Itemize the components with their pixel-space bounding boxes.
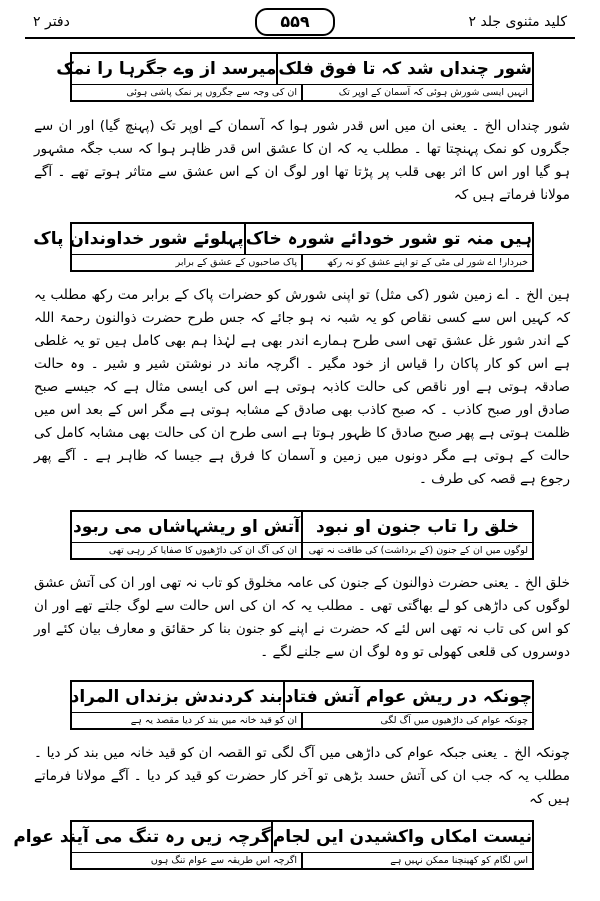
page-number: ۵۵۹ xyxy=(255,8,335,36)
verse-3-trans-right: لوگوں میں ان کے جنون (کے برداشت) کی طاقت نہ تھی xyxy=(308,545,528,556)
page-header xyxy=(25,8,575,38)
volume-label: دفتر ۲ xyxy=(33,14,70,30)
paragraph-3-text: خلق الخ ۔ یعنی حضرت ذوالنون کے جنون کی عامہ مخلوق کو تاب نہ تھی اور ان کی آتش عشق لوگوں کی داڑھی کو لے بھاگتی تھی ۔ مطلب یہ کہ ان کی اس حالت سے لوگ جلتے تھے اور ان کو اس کی تاب نہ تھی اس لئے کہ حضرت نے اپنے کو جنون بنا کر حقائق و معارف بیان کئے اور دوسروں کی قلعی کھولی تو وہ لوگ ان سے جلنے لگے ۔ xyxy=(34,575,570,660)
verse-1-left: میرسد از وے جگرہا را نمک xyxy=(56,54,278,84)
verse-5-right: نیست امکاں واکشیدن ایں لجام xyxy=(272,827,532,847)
verse-box-2 xyxy=(33,222,534,272)
verse-2-trans-left: پاک صاحبوں کے عشق کے برابر xyxy=(72,255,303,270)
paragraph-2 xyxy=(34,284,570,491)
verse-box-5 xyxy=(13,820,534,870)
verse-4-trans-left: ان کو قید خانہ میں بند کر دیا مقصد یہ ہے xyxy=(72,713,303,728)
verse-box-4 xyxy=(70,680,534,730)
verse-5-trans-left: اگرچہ اس طریقہ سے عوام تنگ ہوں xyxy=(72,853,303,868)
paragraph-3 xyxy=(34,572,570,664)
paragraph-1 xyxy=(34,115,570,207)
verse-5-left: گرچہ زیں رہ تنگ می آیند عوام xyxy=(13,822,272,852)
verse-box-3 xyxy=(70,510,534,560)
book-title: کلید مثنوی جلد ۲ xyxy=(468,14,567,30)
verse-3-trans-left: ان کی آگ ان کی داڑھیوں کا صفایا کر رہی تھی xyxy=(72,543,303,558)
verse-5-trans-right: اس لگام کو کھینچنا ممکن نہیں ہے xyxy=(390,855,528,866)
verse-2-trans-right: خبردار! اے شور لی مٹی کے تو اپنے عشق کو نہ رکھ xyxy=(327,257,528,268)
header-rule xyxy=(25,37,575,39)
verse-3-left: آتش او ریشہاشاں می ربود xyxy=(72,512,303,542)
verse-3-right: خلق را تاب جنون او نبود xyxy=(315,517,520,537)
paragraph-4 xyxy=(34,742,570,811)
verse-box-1 xyxy=(56,52,534,102)
verse-1-trans-left: ان کی وجہ سے جگروں پر نمک پاشی ہوئی xyxy=(72,85,303,100)
verse-4-right: چونکہ در ریش عوام آتش فتاد xyxy=(284,687,532,707)
verse-1-trans-right: انہیں ایسی شورش ہوئی کہ آسمان کے اوپر تک xyxy=(338,87,528,98)
paragraph-1-text: شور چنداں الخ ۔ یعنی ان میں اس قدر شور ہوا کہ آسمان کے اوپر تک (پہنچ گیا) اور ان سے جگروں کو نمک پہنچتا تھا ۔ مطلب یہ کہ ان کا عشق اس قدر ظاہر ہوا کہ سب جگہ مشہور ہو گیا اور اس کا اثر بھی قلب پر پڑتا تھا اور لوگ ان کے اس عشق سے متاثر ہوتے تھے ۔ آگے مولانا فرماتے ہیں کہ xyxy=(34,118,570,203)
verse-4-left: بند کردندش بزنداں المراد xyxy=(71,682,285,712)
verse-2-right: ہیں منہ تو شور خودائے شورہ خاک xyxy=(245,229,532,249)
verse-2-left: پہلوئے شور خداوندان پاک xyxy=(33,224,245,254)
paragraph-2-text: ہین الخ ۔ اے زمین شور (کی مثل) تو اپنی شورش کو حضرات پاک کے برابر مت رکھ مطلب یہ کہ کہیں اس سے کسی نقاص کو یہ شبہ نہ ہو جائے کہ جس طرح حضرت ذوالنون رحمۃ اللہ کے اندر شور غل عشق تھی اسی طرح ہمارے اندر بھی ہے لہٰذا ہم بھی کامل ہیں تو یہ غلطی ہے اس کو کار پاکان را قیاس از خود مگیر ۔ اگرچہ ماند در نوشتن شیر و شیر ۔ وہ حالت صادقہ ہوتی ہے اور ناقص کی حالت کاذبہ ہوتی ہے اس کی ایسی مثال ہے کہ جیسے صبح صادق اور صبح کاذب ۔ کہ صبح کاذب بھی صادق کے مشابہ ہوتی ہے مگر اس کے بعد اس میں ظلمت ہوتی ہے پھر صبح صادق کا ظہور ہوتا ہے اسی طرح ان کی حالت بھی مشابہ کامل کی حالت کے ہوتی ہے مگر دونوں میں زمین و آسمان کا فرق ہے جیسا کہ ظاہر ہے ۔ آگے پھر رجوع ہے قصہ کی طرف ۔ xyxy=(34,287,570,487)
paragraph-4-text: چونکہ الخ ۔ یعنی جبکہ عوام کی داڑھی میں آگ لگی تو القصہ ان کو قید خانہ میں بند کر دیا ۔ مطلب یہ کہ جب ان کی آتش حسد بڑھی تو آخر کار حضرت کو قید کر دیا ۔ آگے مولانا فرماتے ہیں کہ xyxy=(34,745,570,807)
verse-4-trans-right: چونکہ عوام کی داڑھیوں میں آگ لگی xyxy=(380,715,528,726)
verse-1-right: شور چنداں شد کہ تا فوق فلک xyxy=(278,59,532,79)
